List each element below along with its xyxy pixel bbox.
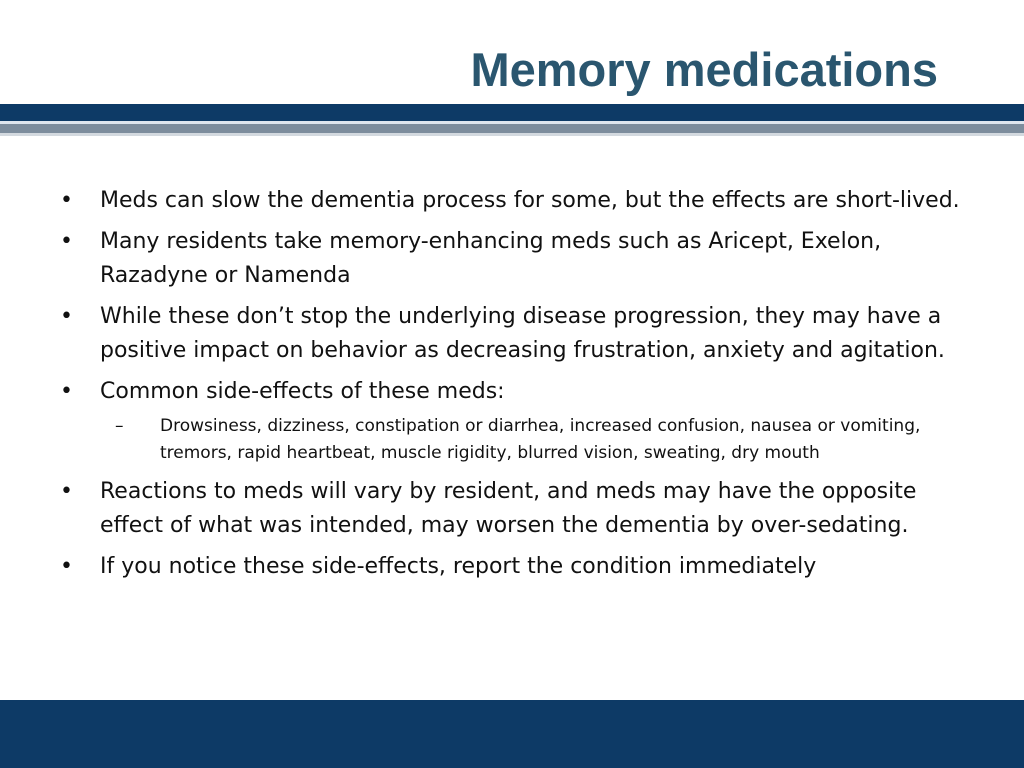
- sub-bullet-text: Drowsiness, dizziness, constipation or diarrhea, increased confusion, nausea or vomiting, tremors, rapid heartbeat, muscle rigidity, blurred vision, sweating, dry mouth: [160, 416, 921, 463]
- bullet-marker: •: [60, 304, 73, 329]
- bullet-item: [60, 184, 960, 218]
- bullet-item: [60, 375, 960, 467]
- sub-bullet-list: [100, 413, 960, 467]
- bullet-text: Common side-effects of these meds:: [100, 379, 505, 404]
- bullet-text: Reactions to meds will vary by resident, and meds may have the opposite effect of what was intended, may worsen the dementia by over-sedating.: [100, 479, 917, 538]
- sub-bullet-marker: –: [115, 416, 124, 436]
- bullet-text: Meds can slow the dementia process for some, but the effects are short-lived.: [100, 188, 960, 213]
- bullet-marker: •: [60, 229, 73, 254]
- header-band-dark: [0, 104, 1024, 121]
- slide-title: Memory medications: [470, 43, 938, 96]
- bullet-text: If you notice these side-effects, report the condition immediately: [100, 554, 817, 579]
- sub-bullet-item: [115, 413, 960, 467]
- bullet-item: [60, 225, 960, 293]
- bullet-marker: •: [60, 554, 73, 579]
- bullet-text: While these don’t stop the underlying disease progression, they may have a positive impact on behavior as decreasing frustration, anxiety and agitation.: [100, 304, 945, 363]
- bullet-marker: •: [60, 479, 73, 504]
- bullet-marker: •: [60, 188, 73, 213]
- header-band-gray: [0, 124, 1024, 133]
- bullet-item: [60, 300, 960, 368]
- bullet-text: Many residents take memory-enhancing meds such as Aricept, Exelon, Razadyne or Namenda: [100, 229, 882, 288]
- header-band-pale: [0, 133, 1024, 136]
- bullet-marker: •: [60, 379, 73, 404]
- bullet-item: [60, 475, 960, 543]
- footer-band: [0, 700, 1024, 768]
- bullet-list: [60, 184, 960, 591]
- bullet-item: [60, 550, 960, 584]
